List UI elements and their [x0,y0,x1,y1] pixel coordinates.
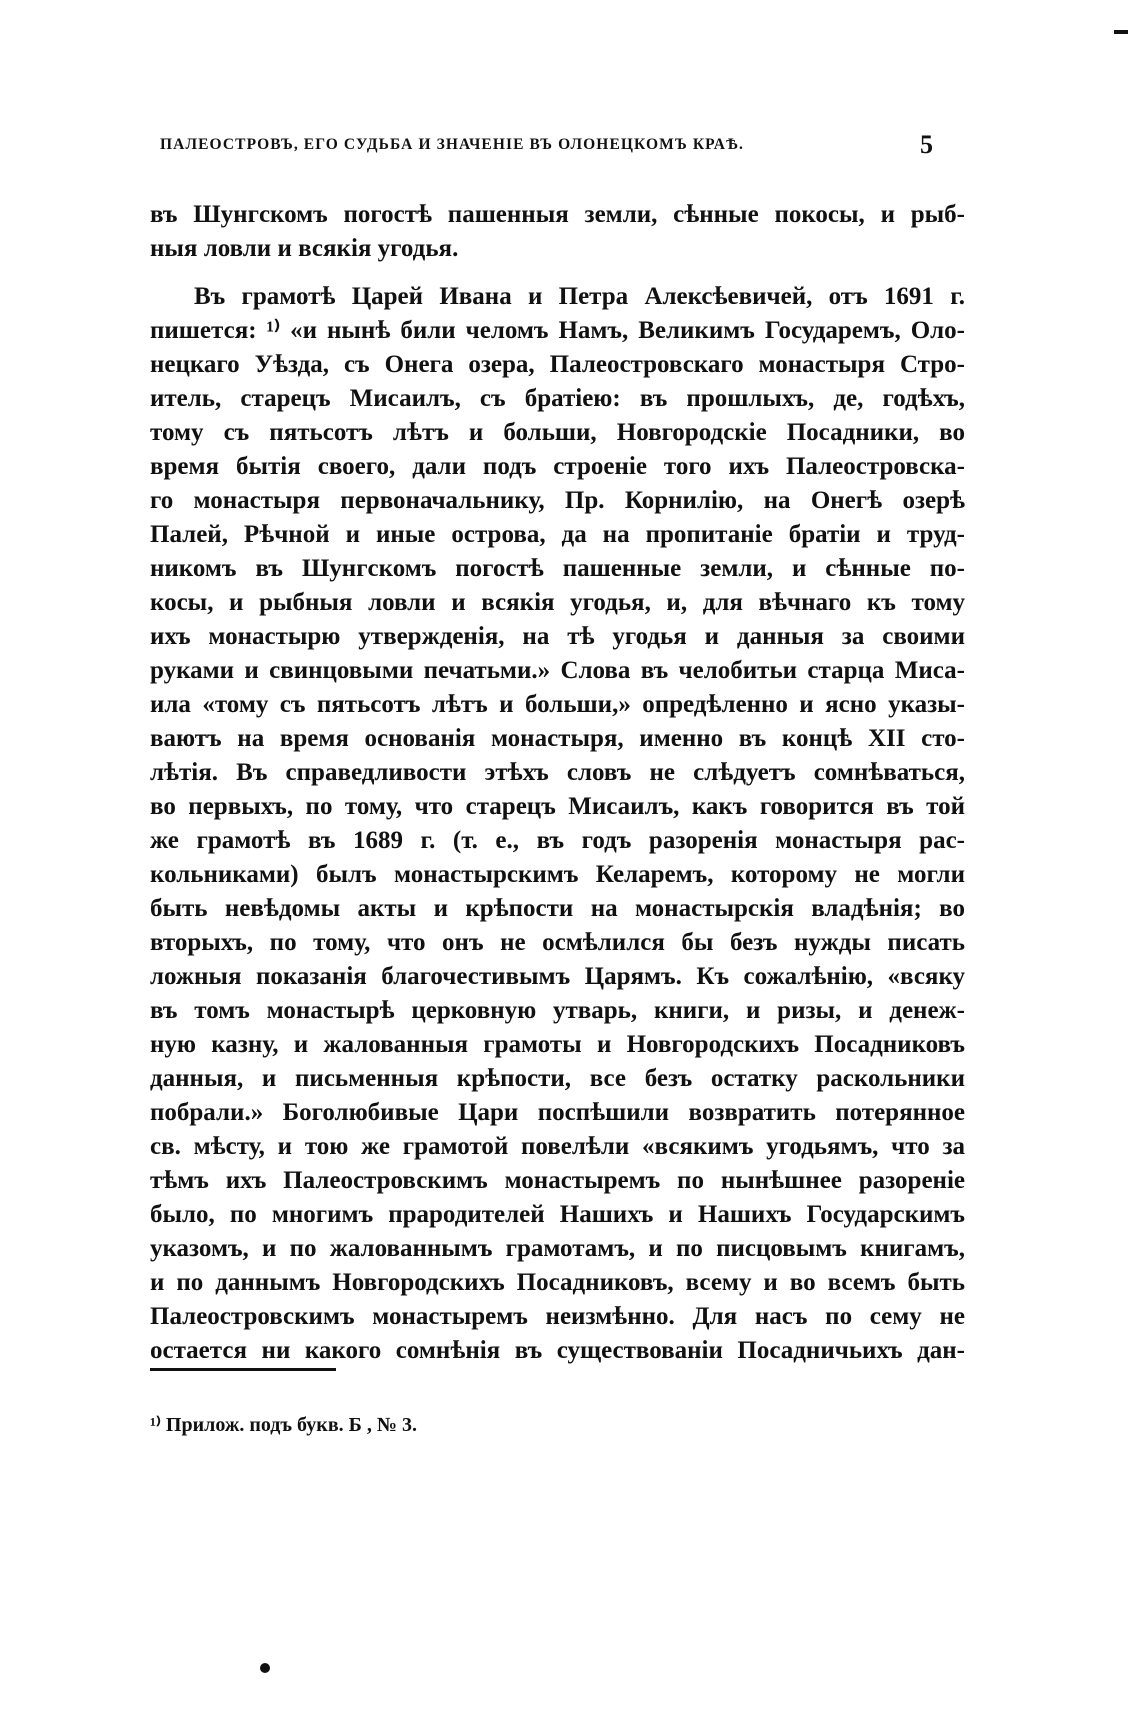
text-line: время бытія своего, дали подъ строеніе того ихъ Палеостровска- [150,453,965,480]
text-line: тѣмъ ихъ Палеостровскимъ монастыремъ по нынѣшнее разореніе [150,1167,965,1194]
text-line: ваютъ на время основанія монастыря, именно въ концѣ XII сто- [150,725,965,752]
text-line: во первыхъ, по тому, что старецъ Мисаилъ, какъ говорится въ той [150,793,965,820]
text-line: же грамотѣ въ 1689 г. (т. е., въ годъ разоренія монастыря рас- [150,827,965,854]
text-line: остается ни какого сомнѣнія въ существованіи Посадничьихъ дан- [150,1337,965,1364]
text-line: ихъ монастырю утвержденія, на тѣ угодья и данныя за своими [150,623,965,650]
text-line: го монастыря первоначальнику, Пр. Корнилію, на Онегѣ озерѣ [150,487,965,514]
paragraph-2 [150,280,965,1368]
scan-mark [1114,30,1128,34]
footnote: ¹⁾ Прилож. подъ букв. Б , № 3. [150,1414,417,1436]
page-number: 5 [920,130,933,159]
footnote-divider [150,1368,336,1371]
text-line: Палеостровскимъ монастыремъ неизмѣнно. Для насъ по сему не [150,1303,965,1330]
text-line: указомъ, и по жалованнымъ грамотамъ, и по писцовымъ книгамъ, [150,1235,965,1262]
running-header: ПАЛЕОСТРОВЪ, ЕГО СУДЬБА И ЗНАЧЕНІЕ ВЪ ОЛОНЕЦКОМЪ КРАѢ. [160,136,744,153]
text-line: косы, и рыбныя ловли и всякія угодья, и, для вѣчнаго къ тому [150,589,965,616]
text-line: нецкаго Уѣзда, съ Онега озера, Палеостровскаго монастыря Стро- [150,351,965,378]
text-line: вторыхъ, по тому, что онъ не осмѣлился бы безъ нужды писать [150,929,965,956]
text-line: пишется: ¹⁾ «и нынѣ били челомъ Намъ, Великимъ Государемъ, Оло- [150,317,965,344]
text-line: ложныя показанія благочестивымъ Царямъ. Къ сожалѣнію, «всяку [150,963,965,990]
text-line: ную казну, и жалованныя грамоты и Новгородскихъ Посадниковъ [150,1031,965,1058]
text-line: побрали.» Боголюбивые Цари поспѣшили возвратить потерянное [150,1099,965,1126]
text-line: лѣтія. Въ справедливости этѣхъ словъ не слѣдуетъ сомнѣваться, [150,759,965,786]
text-line: св. мѣсту, и тою же грамотой повелѣли «всякимъ угодьямъ, что за [150,1133,965,1160]
text-line: быть невѣдомы акты и крѣпости на монастырскія владѣнія; во [150,895,965,922]
text-line: было, по многимъ прародителей Нашихъ и Нашихъ Государскимъ [150,1201,965,1228]
text-line: тому съ пятьсотъ лѣтъ и больши, Новгородскіе Посадники, во [150,419,965,446]
text-line: въ томъ монастырѣ церковную утварь, книги, и ризы, и денеж- [150,997,965,1024]
paragraph-1 [150,198,965,266]
text-line: данныя, и письменныя крѣпости, все безъ остатку раскольники [150,1065,965,1092]
text-line: и по даннымъ Новгородскихъ Посадниковъ, всему и во всемъ быть [150,1269,965,1296]
text-line: Палей, Рѣчной и иные острова, да на пропитаніе братіи и труд- [150,521,965,548]
text-line: никомъ въ Шунгскомъ погостѣ пашенные земли, и сѣнные по- [150,555,965,582]
text-line: ныя ловли и всякія угодья. [150,235,459,262]
text-line: въ Шунгскомъ погостѣ пашенныя земли, сѣнные покосы, и рыб- [150,201,965,228]
page-dot-mark [260,1663,270,1673]
text-line: руками и свинцовыми печатьми.» Слова въ челобитьи старца Миса- [150,657,965,684]
text-line: кольниками) былъ монастырскимъ Келаремъ, которому не могли [150,861,965,888]
text-line: итель, старецъ Мисаилъ, съ братіею: въ прошлыхъ, де, годѣхъ, [150,385,965,412]
text-line: Въ грамотѣ Царей Ивана и Петра Алексѣевичей, отъ 1691 г. [194,283,965,310]
text-line: ила «тому съ пятьсотъ лѣтъ и больши,» опредѣленно и ясно указы- [150,691,965,718]
